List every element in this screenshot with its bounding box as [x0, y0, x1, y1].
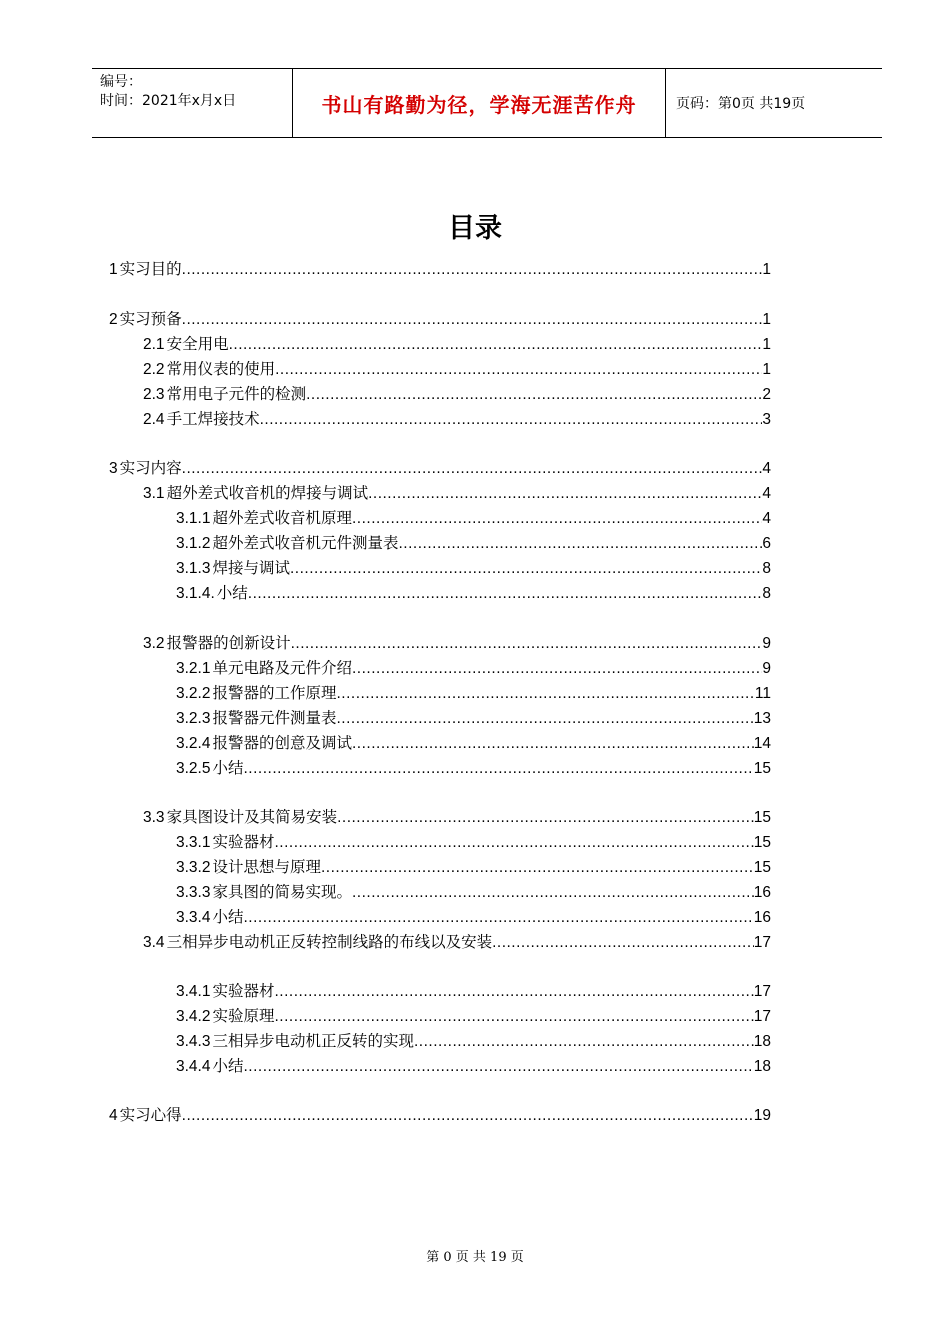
page-header [92, 68, 882, 138]
toc-entry[interactable]: 4 实习心得 ..... 19 [109, 1103, 771, 1125]
toc-entry[interactable]: 3.2.4 报警器的创意及调试 ..... 14 [176, 731, 771, 753]
number-label: 编号： [100, 74, 142, 90]
toc-entry[interactable]: 2.1 安全用电 ..... 1 [143, 332, 771, 354]
toc-entry[interactable]: 3.4.2 实验原理 ..... 17 [176, 1004, 771, 1026]
toc-entry[interactable]: 3.1.2 超外差式收音机元件测量表 ..... 6 [176, 531, 771, 553]
header-page-label: 页码：第0页 共19页 [676, 96, 806, 112]
toc-entry[interactable]: 3.3.3 家具图的简易实现。 ..... 16 [176, 880, 771, 902]
toc-entry[interactable]: 3.3.2 设计思想与原理 ..... 15 [176, 855, 771, 877]
toc-entry[interactable]: 3.4.3 三相异步电动机正反转的实现 ..... 18 [176, 1029, 771, 1051]
toc-entry[interactable]: 3.3 家具图设计及其简易安装 ..... 15 [143, 805, 771, 827]
toc-entry[interactable]: 1 实习目的 ..... 1 [109, 257, 771, 279]
toc-entry[interactable]: 3.4.4 小结 ..... 18 [176, 1054, 771, 1076]
toc-entry[interactable]: 2.2 常用仪表的使用 ..... 1 [143, 357, 771, 379]
toc-entry[interactable]: 3.1.1 超外差式收音机原理 ..... 4 [176, 506, 771, 528]
toc-entry[interactable]: 3.4.1 实验器材 ..... 17 [176, 979, 771, 1001]
toc-entry[interactable]: 3.2.1 单元电路及元件介绍 ..... 9 [176, 656, 771, 678]
toc-entry[interactable]: 3 实习内容 ..... 4 [109, 456, 771, 478]
toc-entry[interactable]: 3.1.3 焊接与调试 ..... 8 [176, 556, 771, 578]
toc-entry[interactable]: 2.3 常用电子元件的检测 ..... 2 [143, 382, 771, 404]
toc-entry[interactable]: 3.2.2 报警器的工作原理 ..... 11 [176, 681, 771, 703]
toc-entry[interactable]: 3.2.5 小结 ..... 15 [176, 756, 771, 778]
page-footer: 第 0 页 共 19 页 [426, 1250, 524, 1265]
toc-entry[interactable]: 3.2 报警器的创新设计 ..... 9 [143, 631, 771, 653]
page-title: 目录 [448, 213, 502, 244]
toc-entry[interactable]: 3.1.4. 小结 ..... 8 [176, 581, 771, 603]
header-info-cell [92, 69, 293, 137]
header-motto: 书山有路勤为径，学海无涯苦作舟 [293, 69, 666, 137]
toc-entry[interactable]: 3.3.1 实验器材 ..... 15 [176, 830, 771, 852]
toc-entry[interactable]: 2 实习预备 ..... 1 [109, 307, 771, 329]
toc-entry[interactable]: 2.4 手工焊接技术 ..... 3 [143, 407, 771, 429]
time-label: 时间：2021年x月x日 [100, 93, 237, 109]
toc-entry[interactable]: 3.4 三相异步电动机正反转控制线路的布线以及安装 ..... 17 [143, 930, 771, 952]
toc-entry[interactable]: 3.3.4 小结 ..... 16 [176, 905, 771, 927]
toc-entry[interactable]: 3.2.3 报警器元件测量表 ..... 13 [176, 706, 771, 728]
toc-entry[interactable]: 3.1 超外差式收音机的焊接与调试 ..... 4 [143, 481, 771, 503]
